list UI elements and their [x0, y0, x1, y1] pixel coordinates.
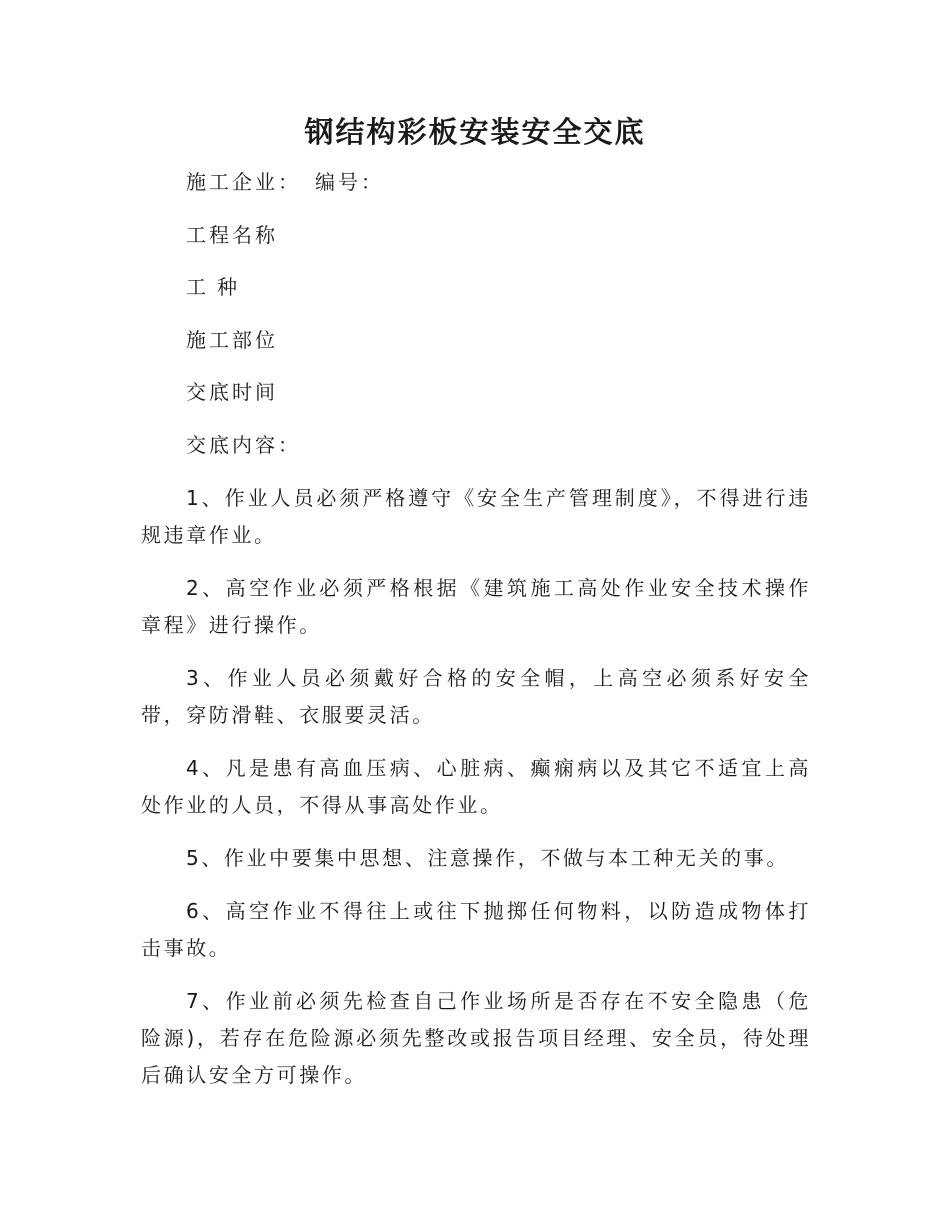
list-item: 6、高空作业不得往上或往下抛掷任何物料，以防造成物体打击事故。 [141, 899, 811, 960]
content-line [186, 431, 301, 459]
list-item: 3、作业人员必须戴好合格的安全帽，上高空必须系好安全带，穿防滑鞋、衣服要灵活。 [141, 666, 811, 727]
content-label: 交底内容： [186, 433, 301, 457]
list-item: 5、作业中要集中思想、注意操作，不做与本工种无关的事。 [186, 846, 789, 870]
location-line [186, 326, 278, 354]
list-item: 2、高空作业必须严格根据《建筑施工高处作业安全技术操作章程》进行操作。 [141, 576, 811, 637]
company-and-number-line [186, 168, 384, 196]
project-name-label: 工程名称 [186, 223, 278, 247]
trade-label-part-2: 种 [217, 275, 240, 299]
number-label: 编号： [315, 170, 384, 194]
company-label: 施工企业： [186, 170, 301, 194]
time-line [186, 378, 278, 406]
project-name-line [186, 221, 278, 249]
trade-label-part-1: 工 [186, 275, 209, 299]
list-item: 4、凡是患有高血压病、心脏病、癫痫病以及其它不适宜上高处作业的人员，不得从事高处作业。 [141, 756, 811, 817]
trade-line [186, 273, 240, 301]
location-label: 施工部位 [186, 328, 278, 352]
document-title: 钢结构彩板安装安全交底 [304, 115, 646, 149]
time-label: 交底时间 [186, 380, 278, 404]
list-item: 7、作业前必须先检查自己作业场所是否存在不安全隐患（危险源)，若存在危险源必须先整改或报告项目经理、安全员，待处理后确认安全方可操作。 [141, 989, 811, 1087]
list-item: 1、作业人员必须严格遵守《安全生产管理制度》，不得进行违规违章作业。 [141, 486, 811, 547]
